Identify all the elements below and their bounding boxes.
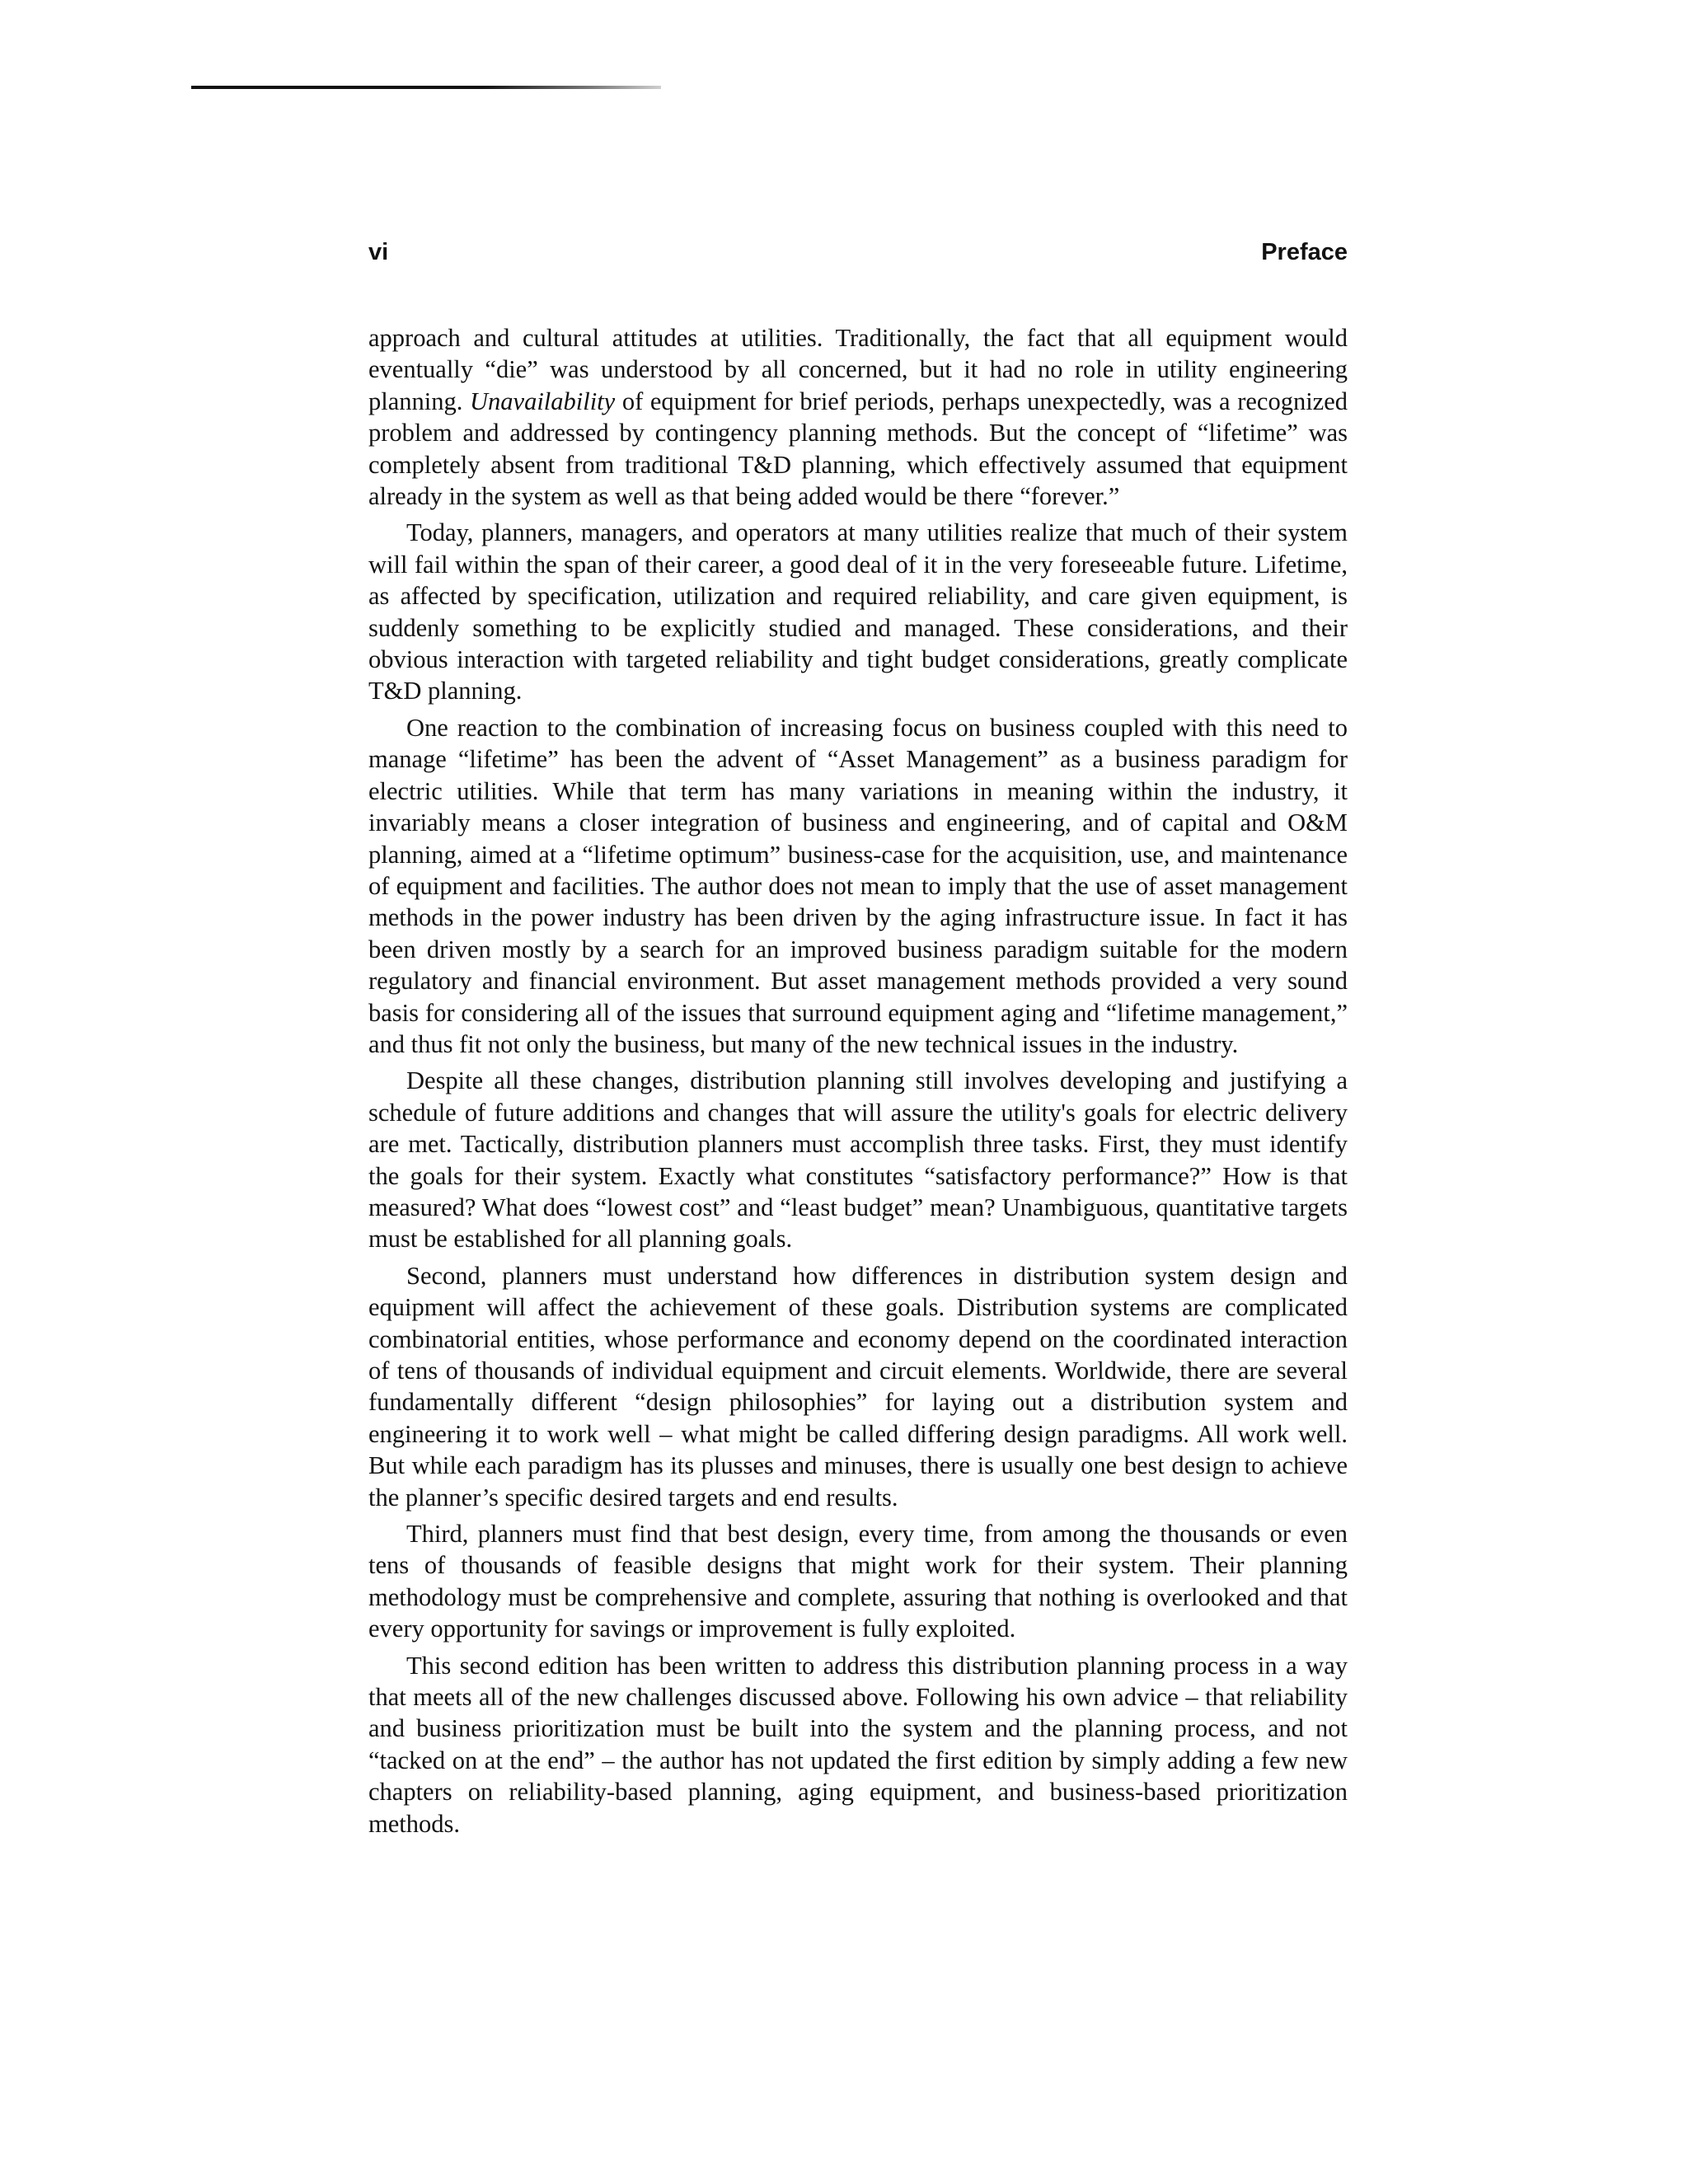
paragraph-6: Third, planners must find that best design, every time, from among the thousands or even tens of thousands of feasible designs that might work for their system. Their planning methodology must be comprehensive and complete, assuring that nothing is overlooked and that every opportunity for savings or improvement is fully exploited. — [368, 1520, 1348, 1643]
paragraph-1-text-end: of equipment for brief periods, perhaps unexpectedly, was a recognized problem and addressed by contingency planning methods. But the concept of “lifetime” was completely absent from traditional T&D planning, which effectively assumed that equipment already in the system as well as that being added would be there “forever.” — [368, 387, 1348, 511]
running-head — [368, 239, 1348, 272]
section-title: Preface — [1261, 239, 1348, 265]
top-scan-rule — [191, 86, 661, 89]
paragraph-2: Today, planners, managers, and operators at many utilities realize that much of their system will fail within the span of their career, a good deal of it in the very foreseeable future. Lifetime, as affected by specification, utilization and required reliability, and care given equipment, is suddenly something to be explicitly studied and managed. These considerations, and their obvious interaction with targeted reliability and tight budget considerations, greatly complicate T&D planning. — [368, 518, 1348, 705]
emphasized-term: Unavailability — [470, 387, 616, 415]
paragraph-3: One reaction to the combination of increasing focus on business coupled with this need to manage “lifetime” has been the advent of “Asset Management” as a business paradigm for electric utilities. While that term has many variations in meaning within the industry, it invariably means a closer integration of business and engineering, and of capital and O&M planning, aimed at a “lifetime optimum” business-case for the acquisition, use, and maintenance of equipment and facilities. The author does not mean to imply that the use of asset management methods in the power industry has been driven by the aging infrastructure issue. In fact it has been driven mostly by a search for an improved business paradigm suitable for the modern regulatory and financial environment. But asset management methods provided a very sound basis for considering all of the issues that surround equipment aging and “lifetime management,” and thus fit not only the business, but many of the new technical issues in the industry. — [368, 713, 1348, 1058]
page-number: vi — [368, 239, 389, 265]
paragraph-1-text-start: approach and cultural attitudes at utilities. Traditionally, the fact that all equipment would eventually “die” was understood by all concerned, but it had no role in utility engineering planning. — [368, 324, 1348, 415]
body-text — [368, 322, 1348, 1844]
paragraph-5: Second, planners must understand how differences in distribution system design and equipment will affect the achievement of these goals. Distribution systems are complicated combinatorial entities, whose performance and economy depend on the coordinated interaction of tens of thousands of individual equipment and circuit elements. Worldwide, there are several fundamentally different “design philosophies” for laying out a distribution system and engineering it to work well – what might be called differing design paradigms. All work well. But while each paradigm has its plusses and minuses, there is usually one best design to achieve the planner’s specific desired targets and end results. — [368, 1261, 1348, 1511]
paragraph-7: This second edition has been written to address this distribution planning process in a way that meets all of the new challenges discussed above. Following his own advice – that reliability and business prioritization must be built into the system and the planning process, and not “tacked on at the end” – the author has not updated the first edition by simply adding a few new chapters on reliability-based planning, aging equipment, and business-based prioritization methods. — [368, 1651, 1348, 1838]
paragraph-1 — [368, 322, 1348, 512]
paragraph-4: Despite all these changes, distribution planning still involves developing and justifying a schedule of future additions and changes that will assure the utility's goals for electric delivery are met. Tactically, distribution planners must accomplish three tasks. First, they must identify the goals for their system. Exactly what constitutes “satisfactory performance?” How is that measured? What does “lowest cost” and “least budget” mean? Unambiguous, quantitative targets must be established for all planning goals. — [368, 1066, 1348, 1254]
